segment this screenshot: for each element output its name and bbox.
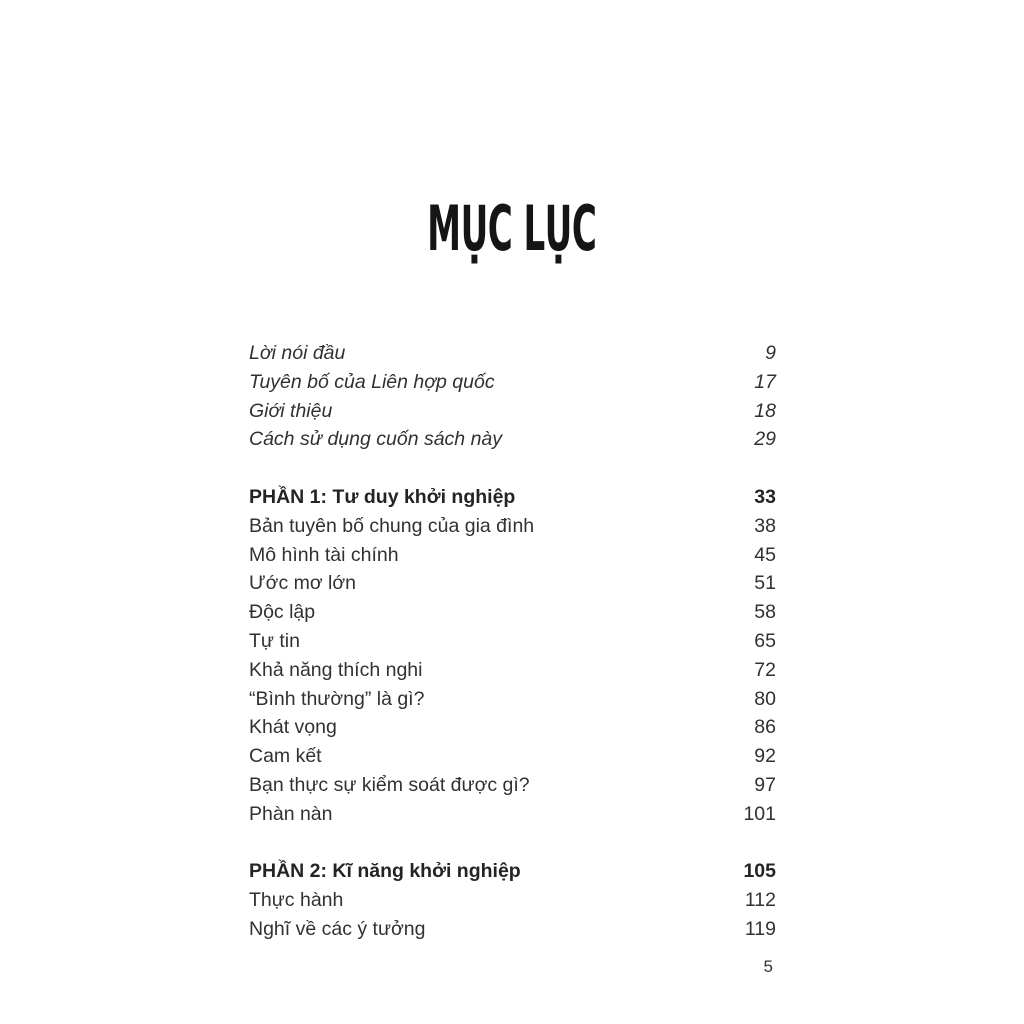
toc-entry-label: “Bình thường” là gì? [249, 687, 425, 710]
title-area [0, 192, 1024, 265]
toc-entry-label: Cách sử dụng cuốn sách này [249, 428, 503, 451]
part-section-group-2 [249, 857, 776, 943]
toc-entry-label: Nghĩ về các ý tưởng [249, 917, 426, 940]
table-of-contents [249, 339, 776, 944]
toc-entry [249, 915, 776, 944]
toc-entry-label: Độc lập [249, 601, 316, 624]
toc-entry-page-number: 17 [754, 370, 776, 393]
page-title: MỤC LỤC [427, 192, 597, 265]
toc-entry [249, 713, 776, 742]
toc-entry-page-number: 92 [754, 745, 776, 768]
toc-entry-label: Mô hình tài chính [249, 543, 399, 566]
toc-entry-page-number: 112 [744, 889, 776, 912]
page-number: 5 [763, 957, 773, 976]
toc-entry-label: Bản tuyên bố chung của gia đình [249, 514, 535, 537]
toc-entry-page-number: 80 [754, 687, 776, 710]
toc-entry-label: Cam kết [249, 745, 322, 768]
toc-entry-label: Giới thiệu [249, 399, 333, 422]
toc-entry-page-number: 58 [754, 601, 776, 624]
toc-entry [249, 800, 776, 829]
toc-entry-label: Tự tin [249, 629, 300, 652]
toc-entry-page-number: 33 [754, 485, 776, 508]
toc-entry-front-matter [249, 425, 776, 454]
toc-entry-page-number: 105 [743, 860, 776, 883]
front-matter-group [249, 339, 776, 454]
toc-entry-label: Lời nói đầu [249, 342, 346, 364]
toc-entry [249, 886, 776, 915]
toc-section-header [249, 857, 776, 886]
toc-entry-label: Tuyên bố của Liên hợp quốc [249, 370, 495, 393]
toc-entry-label: Thực hành [249, 889, 344, 912]
toc-entry-front-matter [249, 339, 776, 368]
toc-entry-page-number: 97 [754, 773, 776, 796]
toc-entry-label: Khát vọng [249, 716, 337, 739]
toc-entry [249, 569, 776, 598]
toc-entry [249, 627, 776, 656]
toc-entry-page-number: 86 [754, 716, 776, 739]
toc-entry-label: Bạn thực sự kiểm soát được gì? [249, 773, 530, 796]
toc-entry-page-number: 65 [754, 629, 776, 652]
toc-entry-front-matter [249, 397, 776, 426]
toc-entry-label: Ước mơ lớn [249, 572, 357, 595]
toc-entry-page-number: 101 [743, 802, 776, 825]
toc-entry-page-number: 51 [754, 572, 776, 595]
toc-entry-page-number: 38 [754, 514, 776, 537]
toc-entry [249, 771, 776, 800]
toc-entry-label: Khả năng thích nghi [249, 658, 423, 681]
toc-entry [249, 656, 776, 685]
toc-entry [249, 742, 776, 771]
toc-entry-label: PHẦN 2: Kĩ năng khởi nghiệp [249, 860, 521, 883]
toc-entry [249, 598, 776, 627]
part-section-group-1 [249, 483, 776, 829]
toc-entry-page-number: 9 [765, 342, 776, 364]
toc-entry [249, 512, 776, 541]
toc-entry-page-number: 29 [754, 428, 776, 451]
toc-entry-page-number: 45 [754, 543, 776, 566]
toc-entry [249, 685, 776, 714]
toc-section-header [249, 483, 776, 512]
toc-entry-page-number: 18 [754, 399, 776, 422]
toc-entry-label: Phàn nàn [249, 802, 333, 825]
toc-entry-label: PHẦN 1: Tư duy khởi nghiệp [249, 485, 516, 508]
toc-entry [249, 541, 776, 570]
toc-entry-page-number: 72 [754, 658, 776, 681]
toc-entry-page-number: 119 [744, 917, 776, 940]
toc-entry-front-matter [249, 368, 776, 397]
